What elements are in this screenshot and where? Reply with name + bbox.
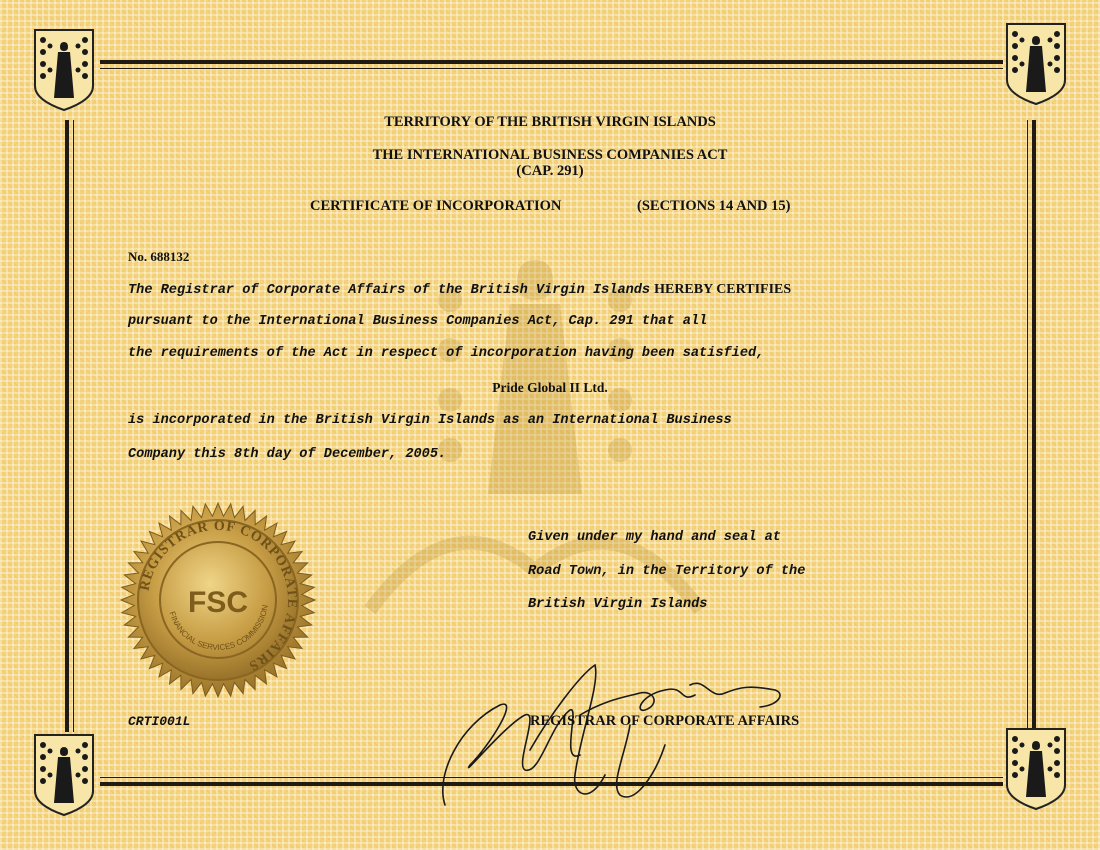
certificate-title: CERTIFICATE OF INCORPORATION: [310, 198, 562, 214]
seal-inner-text: FINANCIAL SERVICES COMMISSION: [167, 604, 270, 653]
watermark-emblem-icon: [350, 240, 720, 640]
bvi-coat-of-arms-icon: [33, 28, 95, 112]
seal-ring-text: REGISTRAR OF CORPORATE AFFAIRS: [137, 518, 300, 674]
given-line-1: Given under my hand and seal at: [528, 530, 781, 545]
given-line-2: Road Town, in the Territory of the: [528, 564, 806, 579]
body-line-1: [128, 280, 791, 298]
sections-reference: (SECTIONS 14 AND 15): [637, 198, 791, 214]
territory-header: TERRITORY OF THE BRITISH VIRGIN ISLANDS: [384, 114, 716, 130]
signature-icon: [430, 655, 810, 820]
body-line-4: is incorporated in the British Virgin Islands as an International Business: [128, 413, 732, 428]
body-line-2: pursuant to the International Business Companies Act, Cap. 291 that all: [128, 314, 708, 329]
body-line-1-text: The Registrar of Corporate Affairs of the British Virgin Islands: [128, 283, 651, 298]
body-line-5: Company this 8th day of December, 2005.: [128, 447, 447, 462]
hereby-certifies: HEREBY CERTIFIES: [654, 282, 792, 297]
company-name: Pride Global II Ltd.: [492, 380, 608, 395]
seal-logo-text: FSC: [188, 586, 248, 619]
bvi-coat-of-arms-icon: [1005, 727, 1067, 811]
registrar-title: REGISTRAR OF CORPORATE AFFAIRS: [530, 713, 800, 729]
certificate-number: No. 688132: [128, 249, 190, 264]
chapter-header: (CAP. 291): [516, 163, 584, 179]
given-line-3: British Virgin Islands: [528, 597, 708, 612]
gold-seal-icon: [118, 500, 318, 700]
bvi-coat-of-arms-icon: [1005, 22, 1067, 106]
body-line-3: the requirements of the Act in respect of incorporation having been satisfied,: [128, 346, 765, 361]
act-header: THE INTERNATIONAL BUSINESS COMPANIES ACT: [372, 147, 728, 163]
bvi-coat-of-arms-icon: [33, 733, 95, 817]
form-code: CRTI001L: [128, 714, 191, 729]
